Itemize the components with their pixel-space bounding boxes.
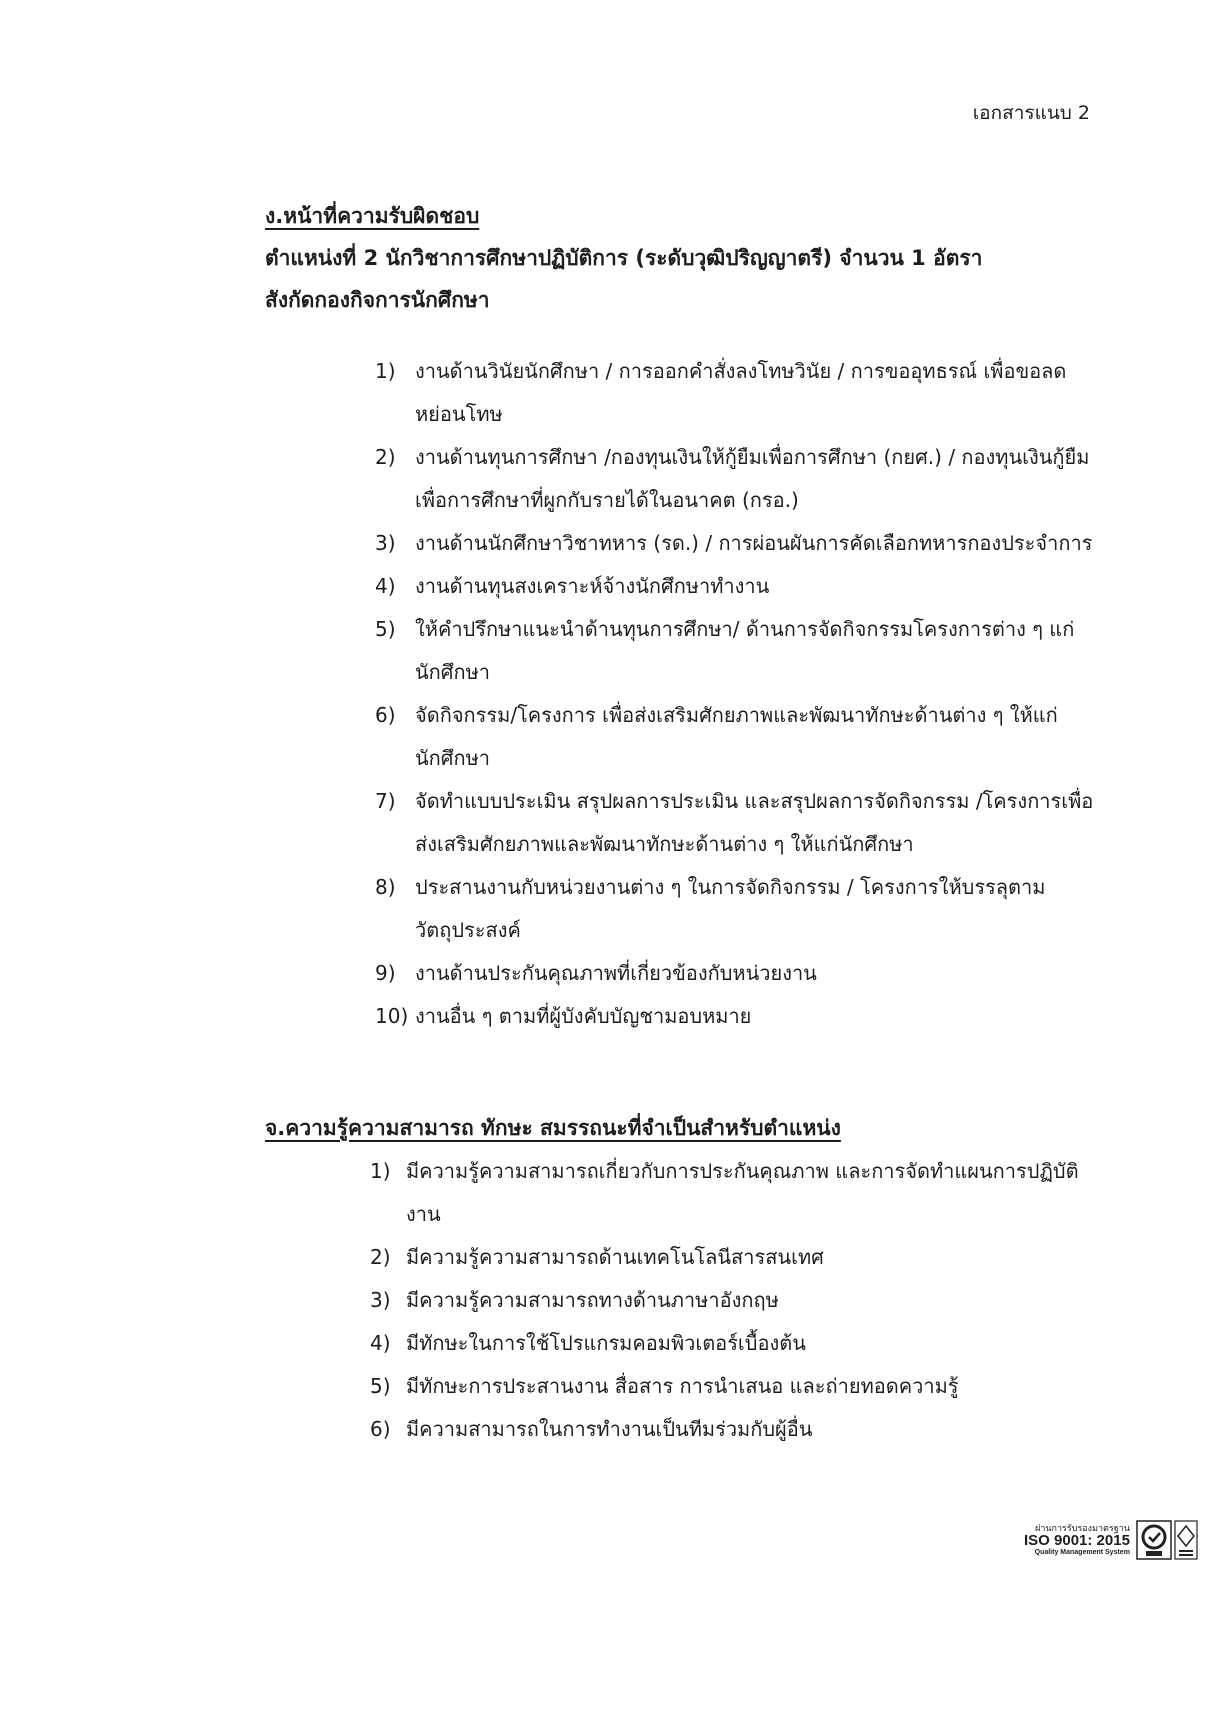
item-text: งานด้านวินัยนักศึกษา / การออกคำสั่งลงโทษวินัย / การขออุทธรณ์ เพื่อขอลดหย่อนโทษ bbox=[415, 359, 1067, 426]
duties-list bbox=[375, 350, 1115, 1038]
item-text: งานด้านนักศึกษาวิชาทหาร (รด.) / การผ่อนผันการคัดเลือกทหารกองประจำการ bbox=[415, 531, 1093, 555]
item-text: มีทักษะการประสานงาน สื่อสาร การนำเสนอ และถ่ายทอดความรู้ bbox=[406, 1374, 959, 1398]
list-item bbox=[370, 1322, 1106, 1365]
sgs-certification-logo-icon bbox=[1136, 1520, 1172, 1560]
list-item bbox=[370, 1236, 1106, 1279]
section-d-title: ง.หน้าที่ความรับผิดชอบ bbox=[265, 204, 480, 228]
list-item bbox=[375, 436, 1115, 522]
item-text: มีความรู้ความสามารถทางด้านภาษาอังกฤษ bbox=[406, 1288, 779, 1312]
item-text: งานอื่น ๆ ตามที่ผู้บังคับบัญชามอบหมาย bbox=[415, 1004, 752, 1028]
item-number: 2) bbox=[370, 1245, 391, 1269]
item-number: 8) bbox=[375, 875, 396, 899]
item-number: 3) bbox=[375, 531, 396, 555]
item-number: 1) bbox=[375, 359, 396, 383]
item-text: จัดกิจกรรม/โครงการ เพื่อส่งเสริมศักยภาพและพัฒนาทักษะด้านต่าง ๆ ให้แก่นักศึกษา bbox=[415, 703, 1058, 770]
list-item bbox=[375, 995, 1115, 1038]
iso-subtitle: Quality Management System bbox=[1034, 1549, 1130, 1556]
item-number: 9) bbox=[375, 961, 396, 985]
iso-text-block bbox=[1024, 1523, 1130, 1557]
item-text: งานด้านทุนสงเคราะห์จ้างนักศึกษาทำงาน bbox=[415, 574, 770, 598]
item-text: มีความรู้ความสามารถด้านเทคโนโลนีสารสนเทศ bbox=[406, 1245, 824, 1269]
list-item bbox=[375, 694, 1115, 780]
affiliation-line: สังกัดกองกิจการนักศึกษา bbox=[265, 288, 490, 312]
attachment-label: เอกสารแนบ 2 bbox=[972, 102, 1090, 124]
item-text: งานด้านทุนการศึกษา /กองทุนเงินให้กู้ยืมเพื่อการศึกษา (กยศ.) / กองทุนเงินกู้ยืมเพื่อการศึกษาที่ผูกกับรายได้ในอนาคต (กรอ.) bbox=[415, 445, 1090, 512]
list-item bbox=[375, 522, 1115, 565]
item-text: ประสานงานกับหน่วยงานต่าง ๆ ในการจัดกิจกรรม / โครงการให้บรรลุตามวัตถุประสงค์ bbox=[415, 875, 1046, 942]
item-text: จัดทำแบบประเมิน สรุปผลการประเมิน และสรุปผลการจัดกิจกรรม /โครงการเพื่อส่งเสริมศักยภาพและพัฒนาทักษะด้านต่าง ๆ ให้แก่นักศึกษา bbox=[415, 789, 1094, 856]
list-item bbox=[370, 1279, 1106, 1322]
item-text: มีทักษะในการใช้โปรแกรมคอมพิวเตอร์เบื้องต้น bbox=[406, 1331, 806, 1355]
list-item bbox=[375, 565, 1115, 608]
item-number: 2) bbox=[375, 445, 396, 469]
item-number: 4) bbox=[370, 1331, 391, 1355]
item-text: มีความสามารถในการทำงานเป็นทีมร่วมกับผู้อื่น bbox=[406, 1417, 813, 1441]
position-line: ตำแหน่งที่ 2 นักวิชาการศึกษาปฏิบัติการ (ระดับวุฒิปริญญาตรี) จำนวน 1 อัตรา bbox=[265, 246, 983, 270]
item-number: 5) bbox=[375, 617, 396, 641]
item-number: 3) bbox=[370, 1288, 391, 1312]
ukas-accreditation-icon bbox=[1174, 1520, 1198, 1560]
item-text: มีความรู้ความสามารถเกี่ยวกับการประกันคุณภาพ และการจัดทำแผนการปฏิบัติงาน bbox=[406, 1159, 1079, 1226]
list-item bbox=[370, 1365, 1106, 1408]
item-number: 6) bbox=[370, 1417, 391, 1441]
list-item bbox=[375, 780, 1115, 866]
list-item bbox=[375, 608, 1115, 694]
section-e-title: จ.ความรู้ความสามารถ ทักษะ สมรรถนะที่จำเป็นสำหรับตำแหน่ง bbox=[265, 1116, 841, 1140]
list-item bbox=[375, 866, 1115, 952]
item-number: 5) bbox=[370, 1374, 391, 1398]
item-number: 6) bbox=[375, 703, 396, 727]
item-text: งานด้านประกันคุณภาพที่เกี่ยวข้องกับหน่วยงาน bbox=[415, 961, 817, 985]
item-text: ให้คำปรึกษาแนะนำด้านทุนการศึกษา/ ด้านการจัดกิจกรรมโครงการต่าง ๆ แก่นักศึกษา bbox=[415, 617, 1075, 684]
iso-certification-badge bbox=[1024, 1518, 1205, 1562]
item-number: 1) bbox=[370, 1159, 391, 1183]
competency-list bbox=[370, 1150, 1106, 1451]
list-item bbox=[375, 952, 1115, 995]
iso-standard: ISO 9001: 2015 bbox=[1024, 1532, 1130, 1549]
certified-text: ผ่านการรับรองมาตรฐาน bbox=[1035, 1523, 1130, 1533]
list-item bbox=[375, 350, 1115, 436]
list-item bbox=[370, 1408, 1106, 1451]
item-number: 10) bbox=[375, 1004, 409, 1028]
item-number: 7) bbox=[375, 789, 396, 813]
list-item bbox=[370, 1150, 1106, 1236]
item-number: 4) bbox=[375, 574, 396, 598]
